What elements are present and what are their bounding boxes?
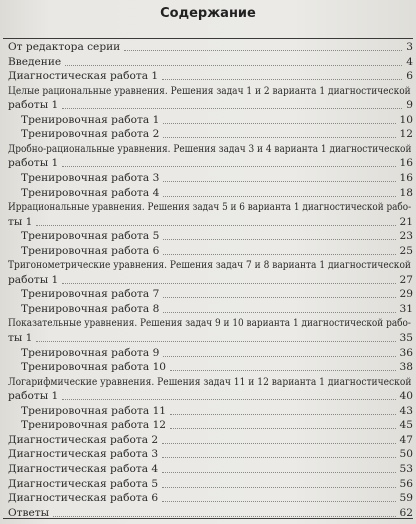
toc-entry <box>3 99 413 112</box>
toc-entry-page: 18 <box>399 186 413 199</box>
leader-dots <box>163 196 396 197</box>
toc-entry <box>3 274 413 287</box>
toc-entry-page: 47 <box>399 433 413 446</box>
leader-dots <box>62 108 402 109</box>
leader-dots <box>163 123 396 124</box>
toc-entry-page: 3 <box>406 41 413 53</box>
toc-entry <box>3 259 413 272</box>
toc-entry-title: Тренировочная работа 4 <box>21 186 160 199</box>
leader-dots <box>65 65 402 66</box>
toc-entry-title: Диагностическая работа 5 <box>8 477 159 490</box>
toc-entry <box>3 56 413 69</box>
toc-entry-page: 53 <box>399 462 413 475</box>
toc-entry-page: 59 <box>399 492 413 505</box>
toc-entry-page: 56 <box>399 477 413 490</box>
leader-dots <box>163 312 396 313</box>
toc-entry <box>3 478 413 491</box>
toc-entry-page: 16 <box>399 171 413 184</box>
toc-entry-title: Тренировочная работа 3 <box>21 171 160 184</box>
toc-entry <box>3 201 413 214</box>
leader-dots <box>162 487 396 488</box>
leader-dots <box>163 297 396 298</box>
leader-dots <box>62 166 396 167</box>
leader-dots <box>162 79 402 80</box>
leader-dots <box>170 370 396 371</box>
leader-dots <box>170 428 396 429</box>
toc-entry-title: Тренировочная работа 12 <box>21 419 167 432</box>
toc-entry-title: Диагностическая работа 1 <box>8 70 159 83</box>
leader-dots <box>36 341 396 342</box>
toc-entry-title: работы 1 <box>8 99 59 112</box>
leader-dots <box>163 137 396 138</box>
toc-entry-page: 4 <box>406 55 413 68</box>
toc-entry <box>3 245 413 258</box>
leader-dots <box>162 443 396 444</box>
toc-entry <box>3 187 413 200</box>
toc-entry <box>3 143 413 156</box>
toc-entry-title: Тренировочная работа 9 <box>21 346 160 359</box>
toc-entry-page: 21 <box>399 215 413 228</box>
toc-entry <box>3 448 413 461</box>
toc-entry-page: 31 <box>399 302 413 315</box>
toc-entry-page: 62 <box>399 506 413 519</box>
leader-dots <box>62 283 396 284</box>
toc-entry-page: 35 <box>399 332 413 344</box>
toc-entry-page: 9 <box>406 99 413 112</box>
toc-entry <box>3 41 413 54</box>
toc-entry <box>3 347 413 360</box>
toc-entry-title: Тренировочная работа 8 <box>21 302 160 315</box>
leader-dots <box>162 501 396 502</box>
toc-entry-page: 16 <box>399 157 413 170</box>
toc-entry <box>3 172 413 185</box>
toc-entry-title: Тригонометрические уравнения. Решения задач 7 и 8 варианта 1 диагностической <box>8 259 411 272</box>
toc-entry-title: Иррациональные уравнения. Решения задач 5 и 6 варианта 1 диагностической рабо- <box>8 201 412 214</box>
toc-entry <box>3 216 413 229</box>
toc-entry <box>3 361 413 374</box>
toc-entry-title: Логарифмические уравнения. Решения задач 11 и 12 варианта 1 диагностической <box>8 375 412 388</box>
toc-entry-page: 45 <box>399 419 413 432</box>
toc-entry-page: 10 <box>399 113 413 126</box>
toc-entry <box>3 114 413 127</box>
toc-entry <box>3 303 413 316</box>
toc-entry-title: Тренировочная работа 5 <box>21 230 160 243</box>
toc-entry <box>3 85 413 98</box>
leader-dots <box>162 457 396 458</box>
toc-entry-page: 40 <box>399 390 413 403</box>
toc-entry <box>3 332 413 345</box>
leader-dots <box>36 225 396 226</box>
leader-dots <box>124 50 402 51</box>
toc-entry-title: работы 1 <box>8 390 59 403</box>
toc-entry <box>3 434 413 447</box>
toc-entry <box>3 463 413 476</box>
page-title: Содержание <box>160 6 256 21</box>
toc-entry-page: 38 <box>399 361 413 374</box>
toc-entry-title: Тренировочная работа 2 <box>21 128 160 141</box>
toc-entry <box>3 419 413 432</box>
leader-dots <box>62 399 396 400</box>
toc-entry-page: 12 <box>399 128 413 141</box>
toc-entry-page: 25 <box>399 244 413 257</box>
toc-entry <box>3 128 413 141</box>
toc-entry-page: 27 <box>399 273 413 286</box>
toc-entry <box>3 157 413 170</box>
top-rule <box>3 38 413 39</box>
toc-entry <box>3 376 413 389</box>
toc-entry-title: Показательные уравнения. Решения задач 9 и 10 варианта 1 диагностической рабо- <box>8 317 411 330</box>
toc-entry-page: 6 <box>406 70 413 83</box>
toc-entry-title: Дробно-рациональные уравнения. Решения задач 3 и 4 варианта 1 диагностической <box>8 142 412 155</box>
toc-entry <box>3 230 413 243</box>
toc-entry-title: Целые рациональные уравнения. Решения задач 1 и 2 варианта 1 диагностической <box>8 84 411 97</box>
toc-entry-title: Тренировочная работа 6 <box>21 244 160 257</box>
toc-entry-title: Диагностическая работа 2 <box>8 433 159 446</box>
toc-entry-title: Введение <box>8 55 62 68</box>
toc-entry-title: Ответы <box>8 506 50 519</box>
toc-entry-title: Тренировочная работа 10 <box>21 361 167 374</box>
toc-entry <box>3 317 413 330</box>
toc-entry-title: Тренировочная работа 7 <box>21 288 160 301</box>
toc-entry <box>3 70 413 83</box>
toc-entry-title: Диагностическая работа 6 <box>8 492 159 505</box>
toc-entry-title: Диагностическая работа 4 <box>8 462 159 475</box>
leader-dots <box>53 516 396 517</box>
leader-dots <box>163 254 396 255</box>
bottom-rule <box>3 518 413 519</box>
toc-entry-title: Тренировочная работа 1 <box>21 113 160 126</box>
leader-dots <box>163 181 396 182</box>
toc-entry <box>3 288 413 301</box>
toc-entry-page: 43 <box>399 404 413 417</box>
toc-entry-title: ты 1 <box>8 215 33 228</box>
toc-entry-page: 36 <box>399 346 413 359</box>
toc-entry-page: 23 <box>399 230 413 243</box>
toc-entry-title: работы 1 <box>8 157 59 170</box>
leader-dots <box>163 356 396 357</box>
toc-entry-title: Диагностическая работа 3 <box>8 448 159 461</box>
toc-entry <box>3 492 413 505</box>
toc-entry <box>3 405 413 418</box>
toc-entry <box>3 390 413 403</box>
leader-dots <box>170 414 396 415</box>
toc-entry-title: От редактора серии <box>8 41 121 53</box>
toc-entry-title: ты 1 <box>8 332 33 344</box>
leader-dots <box>162 472 396 473</box>
toc-entry-page: 50 <box>399 448 413 461</box>
toc-entry-title: Тренировочная работа 11 <box>21 404 167 417</box>
toc-entry-page: 29 <box>399 288 413 301</box>
toc-entry-title: работы 1 <box>8 273 59 286</box>
leader-dots <box>163 239 396 240</box>
